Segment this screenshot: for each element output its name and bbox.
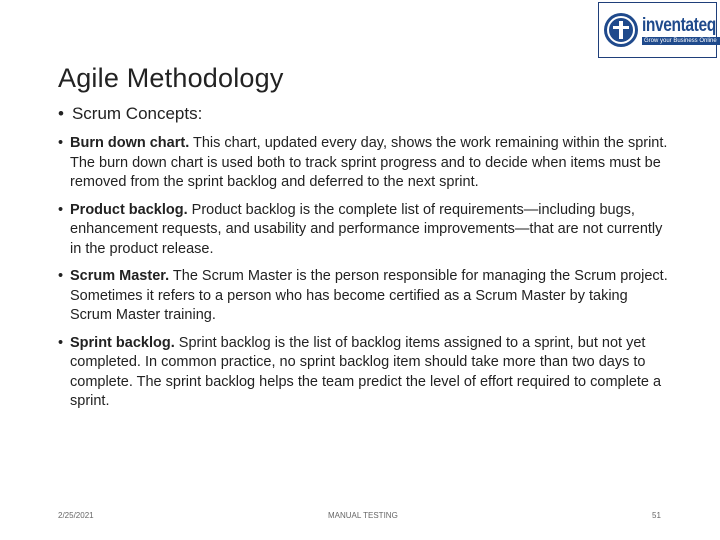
concept-list [58, 134, 670, 420]
concept-description: This chart, updated every day, shows the work remaining within the sprint. The burn down chart is used both to track sprint progress and to decide when items must be removed from the sprint backlog and deferred to the next sprint. [70, 135, 668, 190]
list-item-scrum-master [58, 267, 670, 326]
bullet-marker: • [58, 135, 64, 151]
concept-term: Burn down chart. [70, 135, 190, 151]
concept-term: Scrum Master. [70, 268, 170, 284]
section-heading-text: Scrum Concepts: [71, 104, 203, 123]
footer-title: MANUAL TESTING [328, 511, 398, 520]
logo-mark-icon [604, 13, 638, 47]
footer-date: 2/25/2021 [58, 511, 94, 520]
page-number: 51 [652, 511, 661, 520]
logo-wordmark: inventateq [642, 14, 716, 36]
logo-tagline: Grow your Business Online [642, 37, 720, 45]
concept-term: Product backlog. [70, 201, 188, 218]
list-item-sprint-backlog [58, 334, 670, 412]
list-item-burn-down-chart [58, 134, 670, 193]
company-logo [598, 2, 717, 58]
bullet-marker: • [58, 334, 64, 351]
concept-term: Sprint backlog. [70, 334, 175, 351]
bullet-marker: • [58, 268, 64, 284]
concept-description: Sprint backlog is the list of backlog items assigned to a sprint, but not yet completed. In common practice, no sprint backlog item should take more than two days to complete. The sprint backlog helps the team predict the level of effort required to complete a sprint. [70, 334, 662, 409]
section-heading [58, 104, 202, 124]
concept-description: Product backlog is the complete list of requirements—including bugs, enhancement requests, and usability and performance improvements—that are not currently in the product release. [70, 201, 663, 257]
bullet-marker: • [58, 201, 64, 218]
slide-title: Agile Methodology [58, 63, 284, 93]
concept-description: The Scrum Master is the person responsible for managing the Scrum project. Sometimes it refers to a person who has become certified as a Scrum Master by taking Scrum Master training. [70, 268, 668, 323]
bullet-marker: • [58, 104, 64, 123]
list-item-product-backlog [58, 201, 670, 260]
